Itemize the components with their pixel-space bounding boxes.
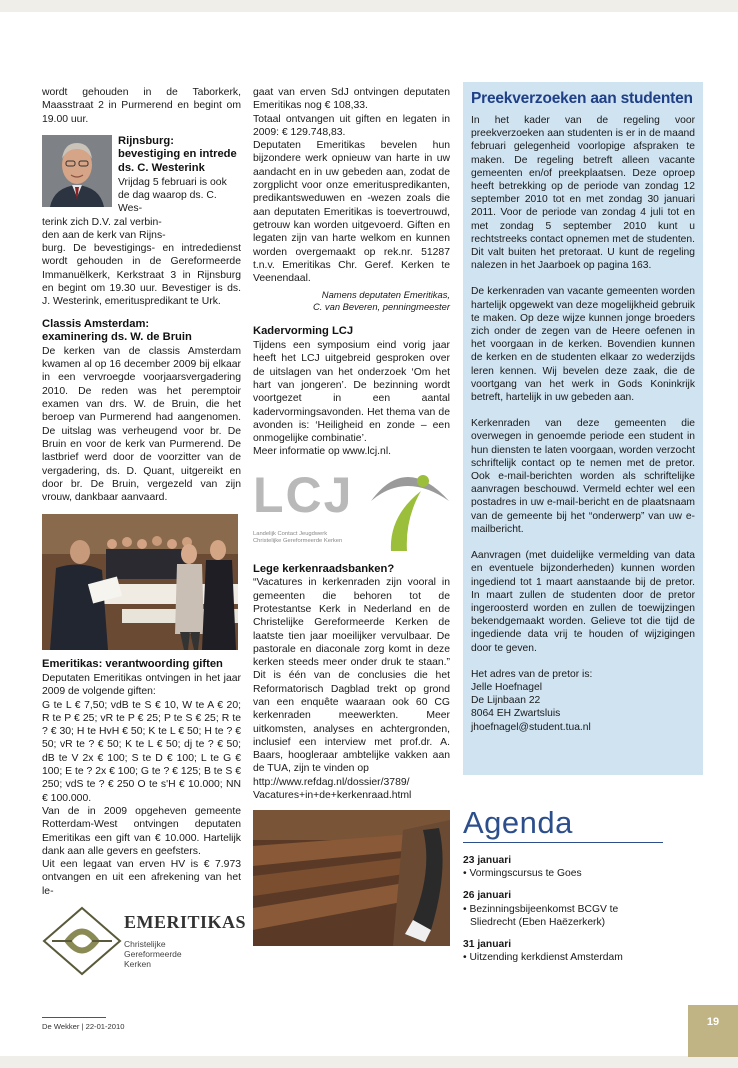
meeting-photo-image (42, 514, 238, 650)
address-city: 8064 EH Zwartsluis (471, 708, 561, 720)
agenda-divider (463, 842, 663, 843)
emeritikas-logo-sub-3: Kerken (124, 959, 151, 970)
agenda-list (463, 854, 703, 964)
refdag-link-2[interactable]: Vacatures+in+de+kerkenraad.html (253, 790, 412, 802)
emeritikas-body-1: Deputaten Emeritikas ontvingen in het jaar 2009 de volgende giften: (42, 672, 241, 698)
emeritikas-logo-sub-1: Christelijke (124, 939, 166, 950)
lcj-heading: Kadervorming LCJ (253, 325, 354, 338)
emeritikas-logo-name: EMERITIKAS (124, 912, 247, 933)
rijnsburg-heading-3: ds. C. Westerink (118, 162, 205, 175)
church-pews-photo (253, 810, 450, 946)
agenda-item (463, 938, 703, 964)
preekverzoeken-title: Preekverzoeken aan studenten (471, 90, 693, 107)
refdag-link-1[interactable]: http://www.refdag.nl/dossier/3789/ (253, 776, 410, 788)
rijnsburg-line-1: Vrijdag 5 februari is ook (118, 176, 227, 188)
agenda-item (463, 854, 703, 880)
rijnsburg-block (42, 135, 241, 309)
emeritikas-logo-icon (42, 906, 122, 976)
intro-text: wordt gehouden in de Taborkerk, Maasstraat 2 in Purmerend en begint om 19.00 uur. (42, 87, 241, 125)
address-street: De Lijnbaan 22 (471, 695, 541, 707)
emeritikas-total: Totaal ontvangen uit giften en legaten in 2009: € 129.748,83. (253, 113, 450, 138)
agenda-text: • Vormingscursus te Goes (463, 868, 582, 880)
agenda-text-continued: Sliedrecht (Eben Haëzerkerk) (470, 916, 606, 928)
column-2 (253, 86, 450, 946)
footer-source: De Wekker | 22-01-2010 (42, 1022, 125, 1031)
agenda-title: Agenda (463, 805, 573, 840)
lcj-swoosh-icon (361, 461, 451, 553)
rijnsburg-line-3: terink zich D.V. zal verbin- (42, 216, 162, 228)
address-name: Jelle Hoefnagel (471, 681, 542, 693)
lege-heading: Lege kerkenraadsbanken? (253, 562, 395, 575)
emeritikas-body-3: Van de in 2009 opgeheven gemeente Rotterdam-West ontvingen deputaten Emeritikas een gift van € 10.000. Hartelijk dank aan alle gevers en geefsters. (42, 805, 241, 857)
agenda-date: 31 januari (463, 939, 512, 951)
lcj-logo-text: LCJ (253, 466, 354, 523)
agenda-date: 23 januari (463, 855, 512, 866)
preekverzoeken-paragraph-4: Aanvragen (met duidelijke vermelding van data en eventuele bijzonderheden) kunnen worden ingediend tot 1 maart aanstaande bij de pretor. In maart zullen de studenten door de pretor ingeroosterd worden en zullen de toewijzingen bekendgemaakt worden. Gelieve tot die tijd de ingediende data vrij te houden of wijzigingen door te geven. (471, 550, 695, 654)
classis-heading-2: examinering ds. W. de Bruin (42, 331, 192, 344)
emeritikas-continued: gaat van erven SdJ ontvingen deputaten Emeritikas nog € 108,33. (253, 87, 450, 112)
preekverzoeken-paragraph-1: In het kader van de regeling voor preekverzoeken aan studenten is er in de maand februari gelegenheid voorlopige afspraken te maken. De regeling betreft alleen vacante gemeenten en/of preekplaatsen. Deze oproep heeft betrekking op de periode van zondag 12 september 2010 tot en met zondag 30 januari 2011. Voor de periode van zondag 4 juli tot en met zondag 5 september 2010 kunt u rechtstreeks contact opnemen met de studenten. Dit valt buiten het pretoraat. U kunt de regeling nalezen in het Jaarboek op pagina 163. (471, 115, 695, 272)
rijnsburg-heading-2: bevestiging en intrede (118, 148, 237, 161)
rijnsburg-heading-1: Rijnsburg: (118, 134, 174, 147)
lcj-logo-sub-2: Christelijke Gereformeerde Kerken (253, 537, 343, 544)
preekverzoeken-box (463, 82, 703, 775)
classis-heading-1: Classis Amsterdam: (42, 317, 150, 330)
pews-photo-image (253, 810, 450, 946)
lcj-more-info: Meer informatie op www.lcj.nl. (253, 446, 392, 458)
emeritikas-logo-sub-2: Gereformeerde (124, 949, 182, 960)
address-intro: Het adres van de pretor is: (471, 668, 593, 680)
agenda-date: 26 januari (463, 890, 512, 902)
lcj-body: Tijdens een symposium eind vorig jaar heeft het LCJ uitgebreid gesproken over de uitslagen van het onderzoek ‘Om het hart van jongeren’. De bezinning wordt voortgezet in een aantal kadervormingsavonden. Het thema van de avonden is: ‘Heiligheid en zonde – een onmogelijke combinatie’. (253, 340, 450, 445)
agenda-item (463, 889, 703, 929)
signature-line-1: Namens deputaten Emeritikas, (321, 289, 450, 301)
emeritikas-heading: Emeritikas: verantwoording giften (42, 658, 223, 671)
emeritikas-logo (42, 906, 247, 978)
column-1 (42, 86, 247, 978)
signature-line-2: C. van Beveren, penningmeester (312, 301, 450, 313)
emeritikas-body-2: G te L € 7,50; vdB te S € 10, W te A € 20; R te P € 25; vR te P € 25; P te S € 25; R te ? € 30; H te HvH € 50; K te L € 50; H te ? € 50; vR te ? € 50; K te L € 50; dj te ? € 50; dB te V 2x € 100; S te D € 100; L te G € 100; E te ? 2x € 100; G te ? € 125; B te S € 250; vdS te ? € 250 O te s'H € 10.000; NN € 100.000. (42, 699, 241, 804)
preekverzoeken-paragraph-3: Kerkenraden van deze gemeenten die overwegen in genoemde periode een student in hun diensten te laten voorgaan, worden verzocht schriftelijk contact op te nemen met de pretor. Ook e-mail-berichten worden als schriftelijke aanvragen beschouwd. Vermeld echter wel een postadres in uw e-mail-bericht en de plaatsnaam van de gemeente bij het “onderwerp” van uw e-mailbericht. (471, 418, 695, 535)
rijnsburg-line-2: de dag waarop ds. C. Wes- (118, 189, 217, 215)
agenda-text: • Uitzending kerkdienst Amsterdam (463, 952, 623, 964)
footer-rule (42, 1017, 106, 1018)
preekverzoeken-body (471, 114, 695, 734)
preekverzoeken-paragraph-2: De kerkenraden van vacante gemeenten worden hartelijk opgewekt van deze mogelijkheid gebruik te maken. Op deze wijze kunnen jonge broeders zich onder de zegen van de Heere oefenen in het voorgaan in de kerken. Bovendien kunnen de kerken en de studenten elkaar zo wederzijds leren kennen. Wij bevelen deze zaak, die de voortgang van het werk in Gods Koninkrijk betreft, hartelijk in uw gebeden aan. (471, 286, 695, 404)
address-email[interactable]: jhoefnagel@student.tua.nl (471, 721, 591, 733)
classis-photo (42, 514, 238, 650)
lege-body: “Vacatures in kerkenraden zijn vooral in gemeenten die behoren tot de Protestantse Kerk in Nederland en de Christelijke Gereformeerde Kerken de laatste tien jaar moeilijker vervulbaar. De pastorale en diaconale zorg komt in deze kerken steeds meer onder druk te staan.” Dit is één van de conclusies die het Reformatorisch Dagblad trekt op grond van een enquête waaraan ook 60 CG kerkenraden meewerkten. Meer uitkomsten, analyses en achtergronden, inclusief een interview met prof.dr. A. Baars, hoogleraar ambtelijke vakken aan de TUA, zijn te vinden op (253, 577, 450, 775)
lcj-logo (253, 461, 450, 557)
classis-body: De kerken van de classis Amsterdam kwamen al op 16 december 2009 bij elkaar in een vervroegde voorjaarsvergadering 2010. De reden was het peremptoir examen van drs. W. de Bruin, die het beroep van Purmerend had aangenomen. De uitslag was verheugend voor br. De Bruin en voor de kerk van Purmerend. De lastbrief werd door de voorzitter van de vergadering, ds. D. Quant, uitgereikt en door br. De Bruin, vergezeld van zijn vrouw, dankbaar aanvaard. (42, 345, 241, 504)
page-number: 19 (688, 1005, 738, 1057)
lcj-logo-sub-1: Landelijk Contact Jeugdwerk (253, 530, 328, 537)
emeritikas-body-4: Uit een legaat van erven HV is € 7.973 ontvangen en uit een afrekening van het le- (42, 859, 241, 897)
emeritikas-appeal: Deputaten Emeritikas bevelen hun bijzondere werk opnieuw van harte in uw aandacht en in uw gebeden aan, zodat de zorgplicht voor onze emerituspredikanten, predikantsweduwen en -wezen zoals die aan deputaten Emeritikas is toevertrouwd, getrouw kan worden uitgevoerd. Giften en legaten zijn van harte welkom en kunnen worden overgemaakt op rek.nr. 51287 t.n.v. Emeritikas Chr. Geref. Kerken te Veenendaal. (253, 140, 450, 285)
westerink-portrait (42, 135, 112, 207)
portrait-image (42, 135, 112, 207)
agenda-text: • Bezinningsbijeenkomst BCGV te (463, 903, 619, 915)
rijnsburg-line-4: den aan de kerk van Rijns- (42, 229, 166, 241)
rijnsburg-body: burg. De bevestigings- en intrededienst wordt gehouden in de Gereformeerde Immanuëlkerk, Kerkstraat 3 in Rijnsburg en begint om 19.30 uur. Bevestiger is ds. J. Westerink, emerituspredikant te Urk. (42, 243, 241, 308)
